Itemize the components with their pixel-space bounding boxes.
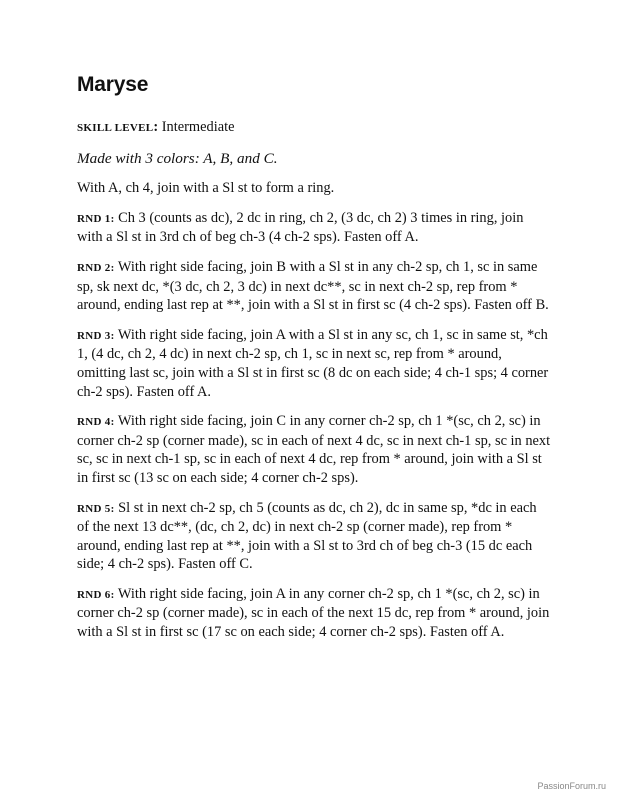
round-text: With right side facing, join C in any corner ch-2 sp, ch 1 *(sc, ch 2, sc) in corner ch-2 sp (corner made), sc in each of next 4 dc, sc in next ch-1 sp, sc in next sc, sc in next ch-1 sp, sc in each of next 4 dc, rep from * around, join with a Sl st in first sc (13 sc on each side; 4 corner ch-2 sps). xyxy=(77,413,551,486)
round-4 xyxy=(77,412,551,487)
round-label: RND 4: xyxy=(77,416,115,429)
round-text: With right side facing, join A in any corner ch-2 sp, ch 1 *(sc, ch 2, sc) in corner ch-2 sp (corner made), sc in each of the next 15 dc, rep from * around, join with a Sl st in first sc (17 sc on each side; 4 corner ch-2 sps). Fasten off A. xyxy=(77,585,550,641)
round-label: RND 2: xyxy=(77,261,115,274)
round-5 xyxy=(77,499,551,574)
round-text: With right side facing, join B with a Sl st in any ch-2 sp, ch 1, sc in same sp, sk next dc, *(3 dc, ch 2, 3 dc) in next dc**, sc in next ch-2 sp, rep from * around, ending last rep at **, join with a Sl st in first sc (4 ch-2 sps). Fasten off B. xyxy=(77,258,549,314)
skill-level-colon: : xyxy=(153,119,159,135)
round-label: RND 3: xyxy=(77,329,115,342)
round-label: RND 6: xyxy=(77,588,115,601)
round-3 xyxy=(77,326,551,401)
round-text: Ch 3 (counts as dc), 2 dc in ring, ch 2, (3 dc, ch 2) 3 times in ring, join with a Sl st in 3rd ch of beg ch-3 (4 ch-2 sps). Fasten off A. xyxy=(77,209,524,246)
page-title: Maryse xyxy=(77,73,149,96)
setup-instruction: With A, ch 4, join with a Sl st to form a ring. xyxy=(77,180,335,197)
watermark: PassionForum.ru xyxy=(537,781,606,791)
round-2 xyxy=(77,258,551,315)
round-label: RND 5: xyxy=(77,502,115,515)
skill-level-label: SKILL LEVEL xyxy=(77,122,154,134)
round-label: RND 1: xyxy=(77,212,115,225)
skill-level-value: Intermediate xyxy=(158,119,235,135)
round-1 xyxy=(77,209,551,247)
round-text: Sl st in next ch-2 sp, ch 5 (counts as dc, ch 2), dc in same sp, *dc in each of the next 13 dc**, (dc, ch 2, dc) in next ch-2 sp (corner made), rep from * around, ending last rep at **, join with a Sl st to 3rd ch of beg ch-3 (15 dc each side; 4 ch-2 sps). Fasten off C. xyxy=(77,499,537,573)
colors-intro: Made with 3 colors: A, B, and C. xyxy=(77,149,278,167)
round-text: With right side facing, join A with a Sl st in any sc, ch 1, sc in same st, *ch 1, (4 dc, ch 2, 4 dc) in next ch-2 sp, ch 1, sc in next sc, rep from * around, omitting last sc, join with a Sl st in first sc (8 dc on each side; 4 ch-1 sps; 4 corner ch-2 sps). Fasten off A. xyxy=(77,326,549,400)
skill-level xyxy=(77,118,551,138)
round-6 xyxy=(77,585,551,642)
pattern-instructions xyxy=(77,118,551,653)
